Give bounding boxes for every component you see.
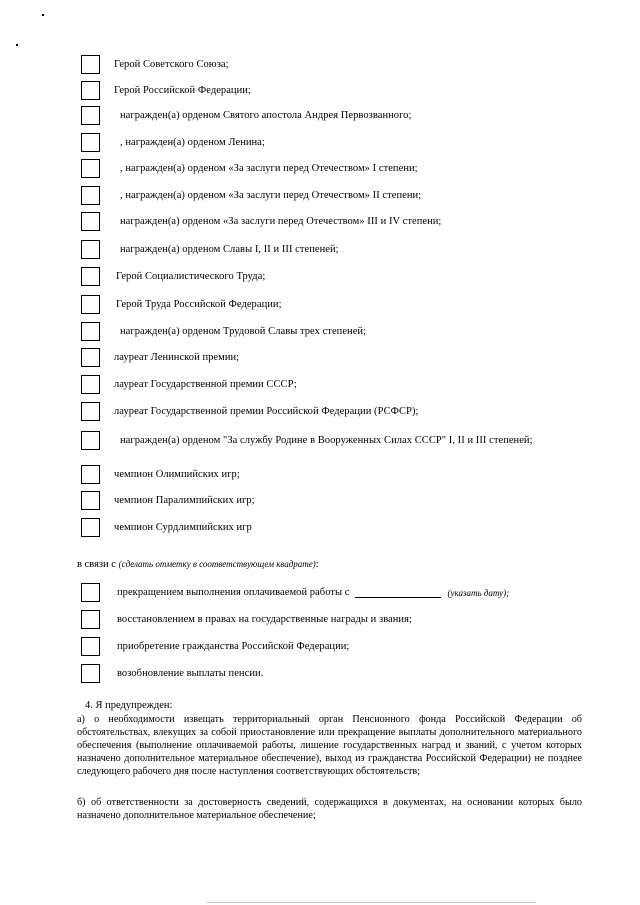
reason-checkbox[interactable] — [81, 610, 100, 629]
award-label: чемпион Сурдлимпийских игр — [114, 522, 252, 533]
award-label: награжден(а) орденом Славы I, II и III степеней; — [120, 244, 339, 255]
award-checkbox[interactable] — [81, 322, 100, 341]
award-label: Герой Социалистического Труда; — [116, 271, 266, 282]
award-option[interactable] — [81, 240, 339, 259]
reason-option[interactable] — [81, 664, 263, 683]
warning-item-a: а) о необходимости извещать территориальный орган Пенсионного фонда Российской Федерации об обстоятельствах, влекущих за собой приостановление или прекращение выплаты дополнительного материального обеспечения (выполнение оплачиваемой работы, лишение государственных наград и званий, с учетом которых назначено дополнительное материальное обеспечение), выход из гражданства Российской Федерации) не позднее следующего рабочего дня после наступления соответствующих обстоятельств; — [77, 714, 582, 777]
reason-option[interactable] — [81, 610, 412, 629]
award-option[interactable] — [81, 133, 265, 152]
award-checkbox[interactable] — [81, 267, 100, 286]
award-option[interactable] — [81, 55, 229, 74]
reason-label: возобновление выплаты пенсии. — [117, 668, 264, 679]
award-option[interactable] — [81, 295, 282, 314]
reason-checkbox[interactable] — [81, 637, 100, 656]
scan-speck — [42, 14, 44, 16]
award-checkbox[interactable] — [81, 491, 100, 510]
award-label: чемпион Олимпийских игр; — [114, 469, 240, 480]
award-option[interactable] — [81, 465, 240, 484]
award-checkbox[interactable] — [81, 402, 100, 421]
award-label: Герой Советского Союза; — [114, 59, 229, 70]
reason-instruction: (сделать отметку в соответствующем квадрате) — [118, 559, 316, 569]
warning-title: 4. Я предупрежден: — [85, 700, 173, 711]
award-option[interactable] — [81, 402, 418, 421]
award-label: , награжден(а) орденом «За заслуги перед Отечеством» I степени; — [120, 163, 418, 174]
award-label: лауреат Ленинской премии; — [114, 352, 240, 363]
award-option[interactable] — [81, 322, 366, 341]
award-checkbox[interactable] — [81, 159, 100, 178]
reason-label: приобретение гражданства Российской Федерации; — [117, 641, 350, 652]
reason-label: прекращением выполнения оплачиваемой работы с — [117, 587, 350, 598]
award-checkbox[interactable] — [81, 518, 100, 537]
award-label: , награжден(а) орденом Ленина; — [120, 137, 265, 148]
award-label: Герой Российской Федерации; — [114, 85, 251, 96]
award-checkbox[interactable] — [81, 186, 100, 205]
award-option[interactable] — [81, 186, 421, 205]
award-option[interactable] — [81, 267, 265, 286]
award-checkbox[interactable] — [81, 348, 100, 367]
award-option[interactable] — [81, 431, 533, 450]
award-checkbox[interactable] — [81, 212, 100, 231]
scan-speck — [16, 44, 18, 46]
award-checkbox[interactable] — [81, 106, 100, 125]
award-checkbox[interactable] — [81, 431, 100, 450]
award-label: лауреат Государственной премии Российской Федерации (РСФСР); — [114, 406, 419, 417]
award-label: чемпион Паралимпийских игр; — [114, 495, 255, 506]
award-option[interactable] — [81, 348, 239, 367]
award-label: награжден(а) орденом Святого апостола Андрея Первозванного; — [120, 110, 412, 121]
reason-checkbox[interactable] — [81, 664, 100, 683]
scan-bottom-line — [206, 902, 536, 903]
award-label: награжден(а) орденом "За службу Родине в Вооруженных Силах СССР" I, II и III степеней; — [120, 435, 533, 446]
reason-section-label: в связи с (сделать отметку в соответствующем квадрате): — [77, 559, 319, 570]
award-option[interactable] — [81, 159, 418, 178]
award-label: награжден(а) орденом «За заслуги перед Отечеством» III и IV степени; — [120, 216, 442, 227]
award-option[interactable] — [81, 106, 411, 125]
award-option[interactable] — [81, 375, 297, 394]
date-note: (указать дату); — [447, 587, 510, 598]
award-checkbox[interactable] — [81, 133, 100, 152]
reason-option[interactable] — [81, 583, 509, 602]
award-checkbox[interactable] — [81, 81, 100, 100]
reason-label: восстановлением в правах на государственные награды и звания; — [117, 614, 412, 625]
award-label: Герой Труда Российской Федерации; — [116, 299, 282, 310]
award-option[interactable] — [81, 518, 252, 537]
date-input-line[interactable] — [355, 588, 441, 598]
award-option[interactable] — [81, 81, 251, 100]
warning-item-b: б) об ответственности за достоверность сведений, содержащихся в документах, на основании которых было назначено дополнительное материальное обеспечение; — [77, 797, 582, 821]
award-option[interactable] — [81, 212, 441, 231]
award-label: , награжден(а) орденом «За заслуги перед Отечеством» II степени; — [120, 190, 422, 201]
award-checkbox[interactable] — [81, 240, 100, 259]
award-checkbox[interactable] — [81, 375, 100, 394]
award-label: награжден(а) орденом Трудовой Славы трех степеней; — [120, 326, 367, 337]
award-checkbox[interactable] — [81, 55, 100, 74]
reason-checkbox[interactable] — [81, 583, 100, 602]
reason-option[interactable] — [81, 637, 349, 656]
award-checkbox[interactable] — [81, 295, 100, 314]
award-label: лауреат Государственной премии СССР; — [114, 379, 297, 390]
award-option[interactable] — [81, 491, 255, 510]
award-checkbox[interactable] — [81, 465, 100, 484]
